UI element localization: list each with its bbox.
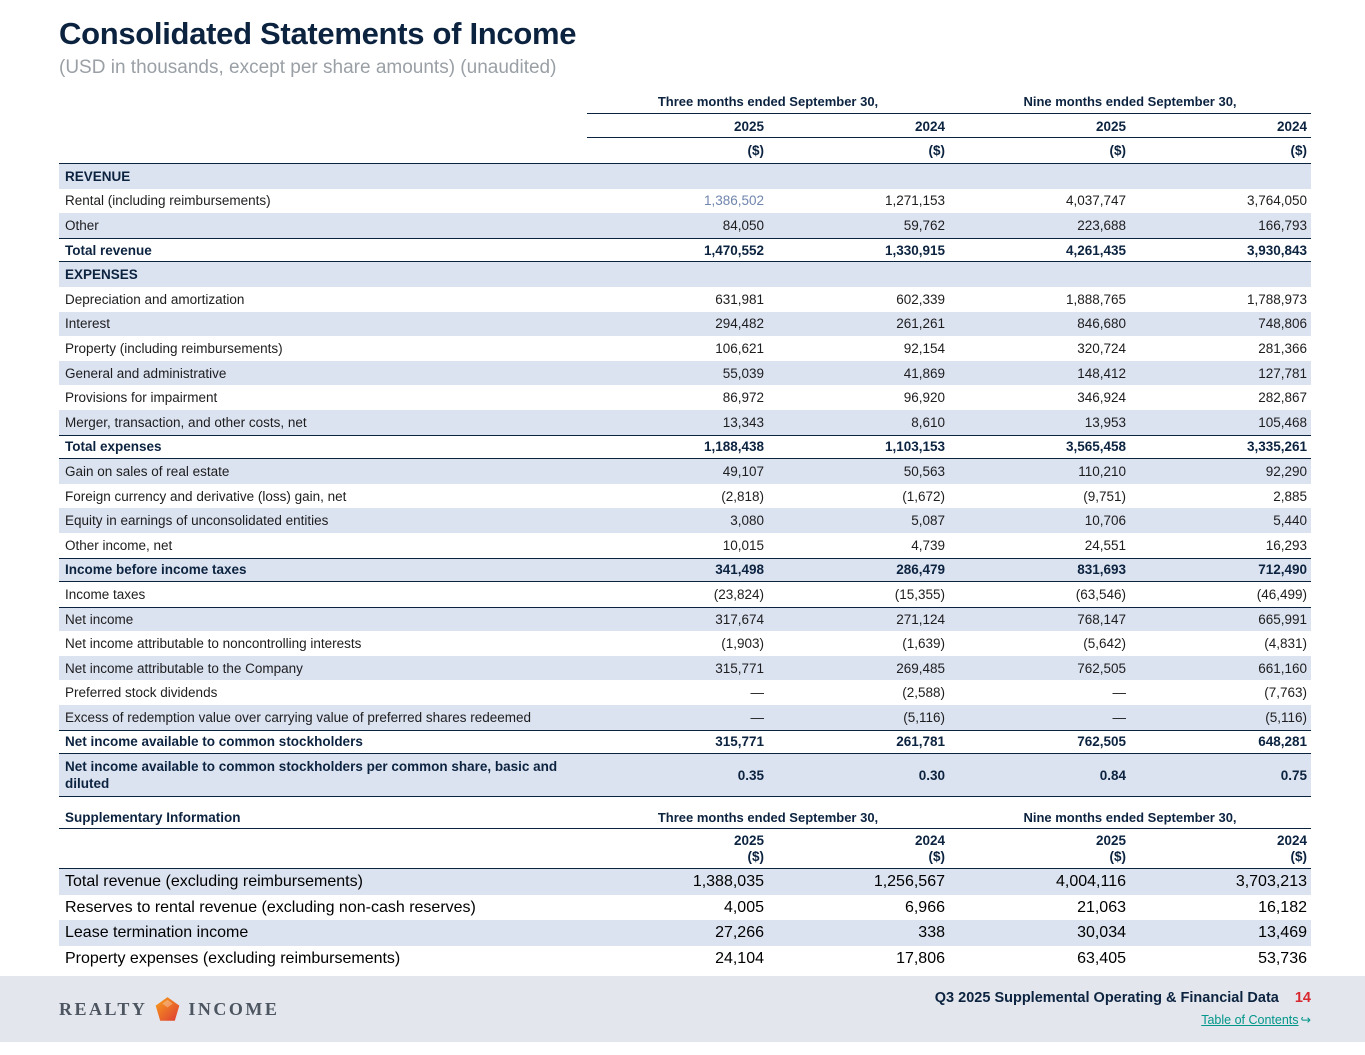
cell-value: 1,330,915 xyxy=(884,242,945,258)
cell-value: 13,343 xyxy=(722,414,764,430)
document-title: Q3 2025 Supplemental Operating & Financial Data xyxy=(934,990,1279,1006)
row-label: Equity in earnings of unconsolidated entities xyxy=(65,513,329,529)
cell-value: 1,188,438 xyxy=(703,439,764,455)
row-label: Total revenue xyxy=(65,242,152,258)
table-row xyxy=(59,189,1311,214)
currency-header: ($) xyxy=(1109,143,1126,158)
cell-value: 110,210 xyxy=(1078,463,1126,479)
cell-value: — xyxy=(1112,709,1126,725)
cell-value: 16,293 xyxy=(1265,537,1307,553)
cell-value: 105,468 xyxy=(1258,414,1307,430)
cell-value: 92,290 xyxy=(1265,463,1307,479)
toc-label: Table of Contents xyxy=(1201,1013,1299,1027)
section-header-row xyxy=(59,164,1311,189)
year-header: 2025 xyxy=(1095,833,1126,849)
cell-value: 41,869 xyxy=(903,365,945,381)
footer xyxy=(0,976,1365,1042)
cell-value: 223,688 xyxy=(1077,217,1126,233)
cell-value: 59,762 xyxy=(903,217,945,233)
row-label: Interest xyxy=(65,316,111,332)
cell-value: 3,565,458 xyxy=(1065,439,1126,455)
cell-value: 712,490 xyxy=(1258,562,1307,578)
cell-value: 17,806 xyxy=(896,949,945,967)
row-label: REVENUE xyxy=(65,168,131,184)
currency-header: ($) xyxy=(928,143,945,158)
table-row xyxy=(59,680,1311,705)
row-label: Provisions for impairment xyxy=(65,390,218,406)
table-row xyxy=(59,869,1311,895)
cell-value: 5,087 xyxy=(911,513,945,529)
cell-value: 127,781 xyxy=(1258,365,1307,381)
cell-value: 602,339 xyxy=(896,291,945,307)
realty-income-logo-icon xyxy=(154,996,181,1023)
cell-value: 5,440 xyxy=(1273,513,1307,529)
year-currency-header xyxy=(768,829,949,868)
row-label: Total revenue (excluding reimbursements) xyxy=(65,873,363,890)
cell-value: 4,739 xyxy=(911,537,945,553)
row-label: EXPENSES xyxy=(65,267,138,283)
cell-value: 286,479 xyxy=(896,562,945,578)
row-label: Net income available to common stockholders per common share, basic and diluted xyxy=(65,759,558,792)
cell-value: (23,824) xyxy=(713,586,764,602)
row-label: Net income attributable to the Company xyxy=(65,660,303,676)
cell-value: 1,386,502 xyxy=(703,193,764,209)
cell-value: 4,004,116 xyxy=(1056,873,1126,890)
row-label: Property expenses (excluding reimbursements) xyxy=(65,949,401,967)
cell-value: 661,160 xyxy=(1258,660,1307,676)
supplementary-header-row xyxy=(59,810,1311,829)
year-header: 2024 xyxy=(768,114,949,138)
cell-value: 10,015 xyxy=(722,537,764,553)
table-row xyxy=(59,754,1311,797)
year-header: 2024 xyxy=(1276,833,1307,849)
year-header: 2024 xyxy=(1130,114,1311,138)
cell-value: 271,124 xyxy=(896,611,945,627)
row-label: Income taxes xyxy=(65,586,146,602)
table-row xyxy=(59,582,1311,607)
cell-value: (5,116) xyxy=(903,709,945,725)
currency-header: ($) xyxy=(1290,143,1307,158)
cell-value: 49,107 xyxy=(722,463,764,479)
table-row xyxy=(59,607,1311,632)
cell-value: 24,551 xyxy=(1084,537,1126,553)
row-label: Property (including reimbursements) xyxy=(65,340,283,356)
table-of-contents-link[interactable] xyxy=(1201,1013,1311,1027)
cell-value: 1,470,552 xyxy=(703,242,764,258)
cell-value: 3,930,843 xyxy=(1246,242,1307,258)
table-row xyxy=(59,213,1311,238)
table-row xyxy=(59,385,1311,410)
document-title-line xyxy=(935,989,1311,1007)
year-currency-header xyxy=(587,829,768,868)
table-row xyxy=(59,435,1311,460)
row-label: Gain on sales of real estate xyxy=(65,463,230,479)
cell-value: 261,261 xyxy=(896,316,945,332)
row-label: Merger, transaction, and other costs, net xyxy=(65,414,307,430)
row-label: General and administrative xyxy=(65,365,227,381)
income-table-body xyxy=(59,163,1311,797)
cell-value: 1,256,567 xyxy=(873,873,945,890)
cell-value: 315,771 xyxy=(715,660,764,676)
cell-value: (46,499) xyxy=(1256,586,1307,602)
column-group-nine-months: Nine months ended September 30, xyxy=(949,94,1311,114)
cell-value: 0.75 xyxy=(1280,767,1307,783)
cell-value: 84,050 xyxy=(722,217,764,233)
cell-value: 63,405 xyxy=(1077,949,1126,967)
cell-value: (1,639) xyxy=(902,636,945,652)
table-row xyxy=(59,459,1311,484)
cell-value: 13,469 xyxy=(1258,924,1307,941)
table-row xyxy=(59,631,1311,656)
cell-value: 24,104 xyxy=(715,949,764,967)
logo-text-income: INCOME xyxy=(188,998,280,1019)
table-row xyxy=(59,287,1311,312)
cell-value: 1,388,035 xyxy=(692,873,764,890)
toc-line xyxy=(1201,1011,1311,1029)
cell-value: 4,005 xyxy=(723,898,764,916)
cell-value: (15,355) xyxy=(894,586,945,602)
cell-value: 846,680 xyxy=(1077,316,1126,332)
row-label: Depreciation and amortization xyxy=(65,291,245,307)
cell-value: (4,831) xyxy=(1264,636,1307,652)
cell-value: 762,505 xyxy=(1077,660,1126,676)
cell-value: 269,485 xyxy=(896,660,945,676)
column-group-three-months: Three months ended September 30, xyxy=(587,94,949,114)
cell-value: 86,972 xyxy=(722,390,764,406)
cell-value: 748,806 xyxy=(1258,316,1307,332)
cell-value: — xyxy=(750,685,764,701)
cell-value: (63,546) xyxy=(1075,586,1126,602)
table-row xyxy=(59,410,1311,435)
cell-value: (1,672) xyxy=(902,488,945,504)
row-label: Foreign currency and derivative (loss) gain, net xyxy=(65,488,347,504)
cell-value: 320,724 xyxy=(1077,340,1126,356)
cell-value: 166,793 xyxy=(1258,217,1307,233)
cell-value: 4,037,747 xyxy=(1065,193,1126,209)
cell-value: 3,080 xyxy=(730,513,764,529)
cell-value: 96,920 xyxy=(903,390,945,406)
cell-value: 1,103,153 xyxy=(884,439,945,455)
cell-value: 1,888,765 xyxy=(1065,291,1126,307)
cell-value: 648,281 xyxy=(1258,734,1307,750)
table-row xyxy=(59,336,1311,361)
table-row xyxy=(59,484,1311,509)
currency-header: ($) xyxy=(747,143,764,158)
cell-value: 338 xyxy=(918,924,945,941)
cell-value: 106,621 xyxy=(715,340,764,356)
cell-value: 21,063 xyxy=(1077,898,1126,916)
table-row xyxy=(59,533,1311,558)
row-label: Preferred stock dividends xyxy=(65,685,218,701)
cell-value: 317,674 xyxy=(715,611,764,627)
cell-value: 341,498 xyxy=(715,562,764,578)
cell-value: 346,924 xyxy=(1077,390,1126,406)
page-title: Consolidated Statements of Income xyxy=(59,16,577,51)
row-label: Rental (including reimbursements) xyxy=(65,193,271,209)
cell-value: 261,781 xyxy=(896,734,945,750)
period-group-header-row xyxy=(59,94,1311,114)
column-group-three-months: Three months ended September 30, xyxy=(657,810,879,826)
toc-arrow-icon: ↪ xyxy=(1300,1013,1311,1027)
cell-value: 50,563 xyxy=(903,463,945,479)
table-row xyxy=(59,920,1311,946)
footer-right xyxy=(935,989,1311,1029)
logo-text-realty: REALTY xyxy=(59,998,148,1019)
row-label: Lease termination income xyxy=(65,924,249,941)
row-label: Other income, net xyxy=(65,537,173,553)
row-label: Reserves to rental revenue (excluding non-cash reserves) xyxy=(65,898,476,916)
cell-value: (5,642) xyxy=(1083,636,1126,652)
table-row xyxy=(59,508,1311,533)
cell-value: (7,763) xyxy=(1264,685,1307,701)
table-row xyxy=(59,656,1311,681)
year-currency-header xyxy=(1130,829,1311,868)
currency-header: ($) xyxy=(1290,849,1307,865)
cell-value: 3,764,050 xyxy=(1246,193,1307,209)
cell-value: 831,693 xyxy=(1077,562,1126,578)
column-group-nine-months: Nine months ended September 30, xyxy=(1023,810,1237,826)
cell-value: — xyxy=(1112,685,1126,701)
table-row xyxy=(59,558,1311,583)
cell-value: 768,147 xyxy=(1077,611,1126,627)
realty-income-logo xyxy=(59,996,279,1023)
cell-value: (1,903) xyxy=(721,636,764,652)
cell-value: 1,788,973 xyxy=(1246,291,1307,307)
cell-value: 762,505 xyxy=(1077,734,1126,750)
cell-value: 0.84 xyxy=(1099,767,1126,783)
row-label: Net income attributable to noncontrolling interests xyxy=(65,636,362,652)
row-label: Net income xyxy=(65,611,134,627)
cell-value: (5,116) xyxy=(1265,709,1307,725)
currency-header: ($) xyxy=(928,849,945,865)
cell-value: 0.30 xyxy=(918,767,945,783)
cell-value: 4,261,435 xyxy=(1065,242,1126,258)
cell-value: 3,703,213 xyxy=(1235,873,1307,890)
table-row xyxy=(59,312,1311,337)
cell-value: 665,991 xyxy=(1258,611,1307,627)
cell-value: 13,953 xyxy=(1084,414,1126,430)
table-row xyxy=(59,705,1311,730)
cell-value: 148,412 xyxy=(1077,365,1126,381)
cell-value: 3,335,261 xyxy=(1246,439,1307,455)
cell-value: 30,034 xyxy=(1077,924,1126,941)
year-header: 2025 xyxy=(949,114,1130,138)
cell-value: — xyxy=(750,709,764,725)
page-subtitle: (USD in thousands, except per share amounts) (unaudited) xyxy=(59,57,557,78)
row-label: Total expenses xyxy=(65,439,162,455)
cell-value: 282,867 xyxy=(1258,390,1307,406)
supplementary-section xyxy=(59,810,1311,971)
cell-value: 92,154 xyxy=(903,340,945,356)
year-header-row xyxy=(59,114,1311,138)
cell-value: 8,610 xyxy=(911,414,945,430)
cell-value: 55,039 xyxy=(722,365,764,381)
cell-value: (2,818) xyxy=(721,488,764,504)
cell-value: 631,981 xyxy=(715,291,764,307)
year-currency-header xyxy=(949,829,1130,868)
cell-value: 2,885 xyxy=(1273,488,1307,504)
cell-value: 315,771 xyxy=(715,734,764,750)
table-row xyxy=(59,946,1311,972)
cell-value: 0.35 xyxy=(737,767,764,783)
page-number: 14 xyxy=(1294,990,1311,1006)
currency-header: ($) xyxy=(1109,849,1126,865)
year-header: 2025 xyxy=(587,114,768,138)
table-row xyxy=(59,361,1311,386)
row-label: Net income available to common stockholders xyxy=(65,734,363,750)
cell-value: 281,366 xyxy=(1258,340,1307,356)
section-header-row xyxy=(59,262,1311,287)
cell-value: (2,588) xyxy=(902,685,945,701)
currency-header: ($) xyxy=(747,849,764,865)
cell-value: 27,266 xyxy=(715,924,764,941)
cell-value: 1,271,153 xyxy=(884,193,945,209)
cell-value: 6,966 xyxy=(904,898,945,916)
year-header: 2024 xyxy=(914,833,945,849)
row-label: Income before income taxes xyxy=(65,562,247,578)
row-label: Other xyxy=(65,217,99,233)
cell-value: 53,736 xyxy=(1258,949,1307,967)
table-row xyxy=(59,895,1311,921)
cell-value: 10,706 xyxy=(1084,513,1126,529)
income-statement-table xyxy=(59,94,1311,797)
supplementary-table-body xyxy=(59,869,1311,971)
cell-value: 294,482 xyxy=(715,316,764,332)
year-header: 2025 xyxy=(733,833,764,849)
row-label: Excess of redemption value over carrying value of preferred shares redeemed xyxy=(65,709,531,725)
currency-header-row xyxy=(59,138,1311,163)
cell-value: (9,751) xyxy=(1083,488,1126,504)
supplementary-title: Supplementary Information xyxy=(65,810,241,826)
cell-value: 16,182 xyxy=(1258,898,1307,916)
table-row xyxy=(59,730,1311,755)
table-row xyxy=(59,238,1311,263)
supplementary-year-header-row xyxy=(59,829,1311,869)
